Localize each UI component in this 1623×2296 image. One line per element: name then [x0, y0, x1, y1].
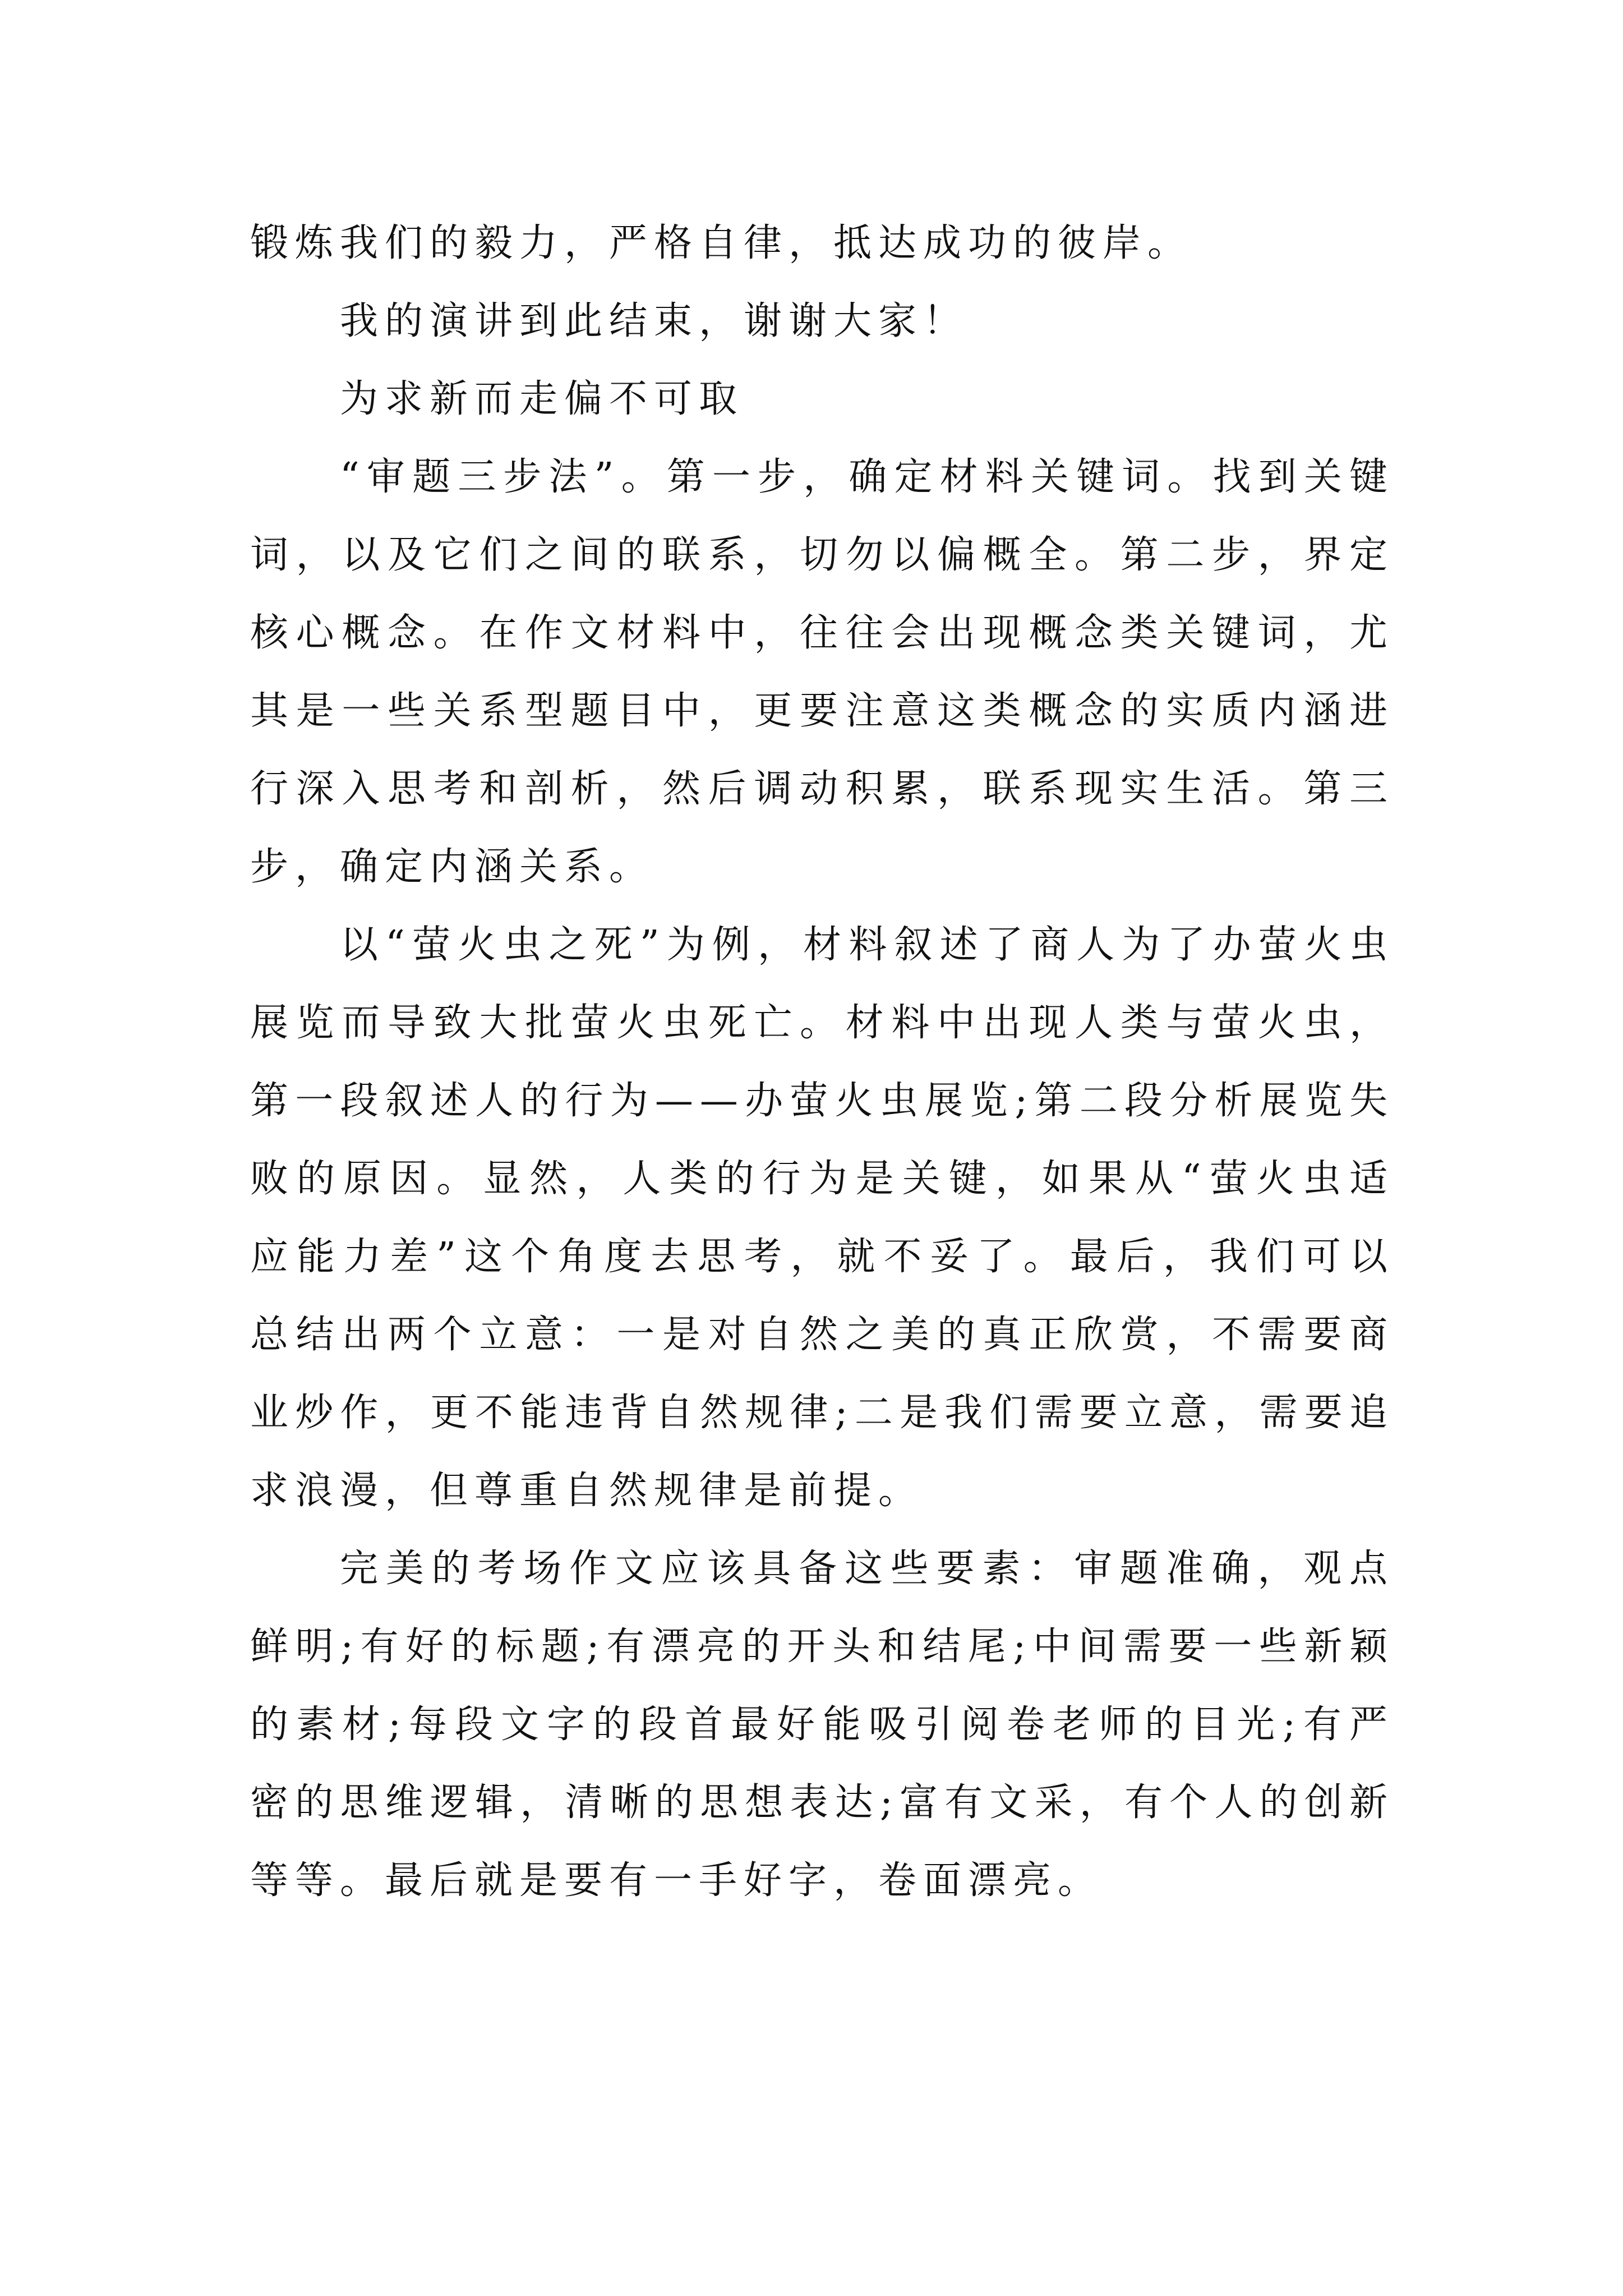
paragraph-three-steps: “审题三步法”。第一步，确定材料关键词。找到关键词，以及它们之间的联系，切勿以偏概全。第二步，界定核心概念。在作文材料中，往往会出现概念类关键词，尤其是一些关系型题目中，更要注意这类概念的实质内涵进行深入思考和剖析，然后调动积累，联系现实生活。第三步，确定内涵关系。: [250, 455, 1394, 889]
section-heading: 为求新而走偏不可取: [340, 377, 744, 421]
paragraph-continuation: 锻炼我们的毅力，严格自律，抵达成功的彼岸。: [250, 221, 1193, 265]
paragraph-essay-elements: 完美的考场作文应该具备这些要素：审题准确，观点鲜明;有好的标题;有漂亮的开头和结尾;中间需要一些新颖的素材;每段文字的段首最好能吸引阅卷老师的目光;有严密的思维逻辑，清晰的思想表达;富有文采，有个人的创新等等。最后就是要有一手好字，卷面漂亮。: [250, 1547, 1394, 1903]
paragraph-closing-remark: 我的演讲到此结束，谢谢大家！: [340, 299, 969, 343]
body-text: [250, 204, 1394, 1920]
paragraph-firefly-example: 以“萤火虫之死”为例，材料叙述了商人为了办萤火虫展览而导致大批萤火虫死亡。材料中出现人类与萤火虫，第一段叙述人的行为——办萤火虫展览;第二段分析展览失败的原因。显然，人类的行为是关键，如果从“萤火虫适应能力差”这个角度去思考，就不妥了。最后，我们可以总结出两个立意：一是对自然之美的真正欣赏，不需要商业炒作，更不能违背自然规律;二是我们需要立意，需要追求浪漫，但尊重自然规律是前提。: [250, 923, 1394, 1513]
